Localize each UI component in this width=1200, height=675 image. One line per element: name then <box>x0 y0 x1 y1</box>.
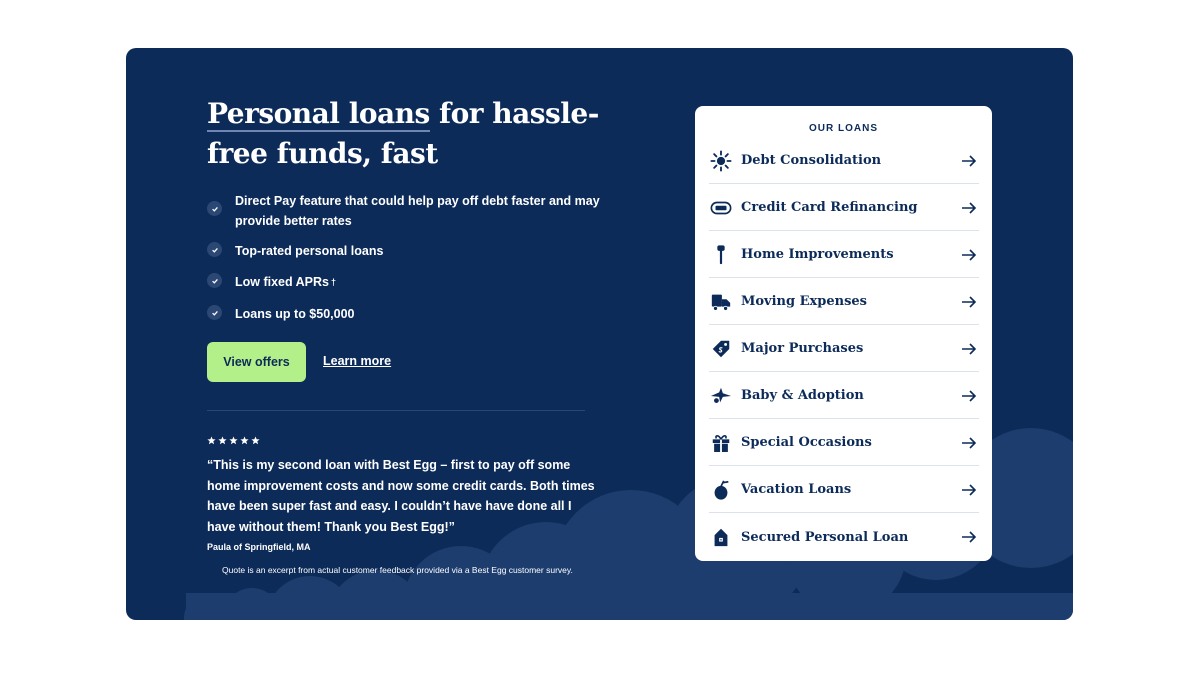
star-icon <box>251 436 260 445</box>
hero-section <box>126 48 1073 620</box>
arrow-right-icon <box>961 201 977 215</box>
loan-item-label: Major Purchases <box>741 341 864 356</box>
loan-item-moving-expenses[interactable] <box>709 279 979 325</box>
arrow-right-icon <box>961 295 977 309</box>
star-icon <box>240 436 249 445</box>
arrow-right-icon <box>961 389 977 403</box>
loan-item-label: Home Improvements <box>741 247 894 262</box>
burst-icon <box>709 149 733 173</box>
headline-rest: for hassle-free funds, fast <box>207 97 599 170</box>
loan-item-major-purchases[interactable] <box>709 326 979 372</box>
price-tag-icon <box>709 337 733 361</box>
loan-item-baby-adoption[interactable] <box>709 373 979 419</box>
arrow-right-icon <box>961 154 977 168</box>
arrow-right-icon <box>961 248 977 262</box>
arrow-right-icon <box>961 483 977 497</box>
stork-icon <box>709 384 733 408</box>
loan-item-debt-consolidation[interactable] <box>709 138 979 184</box>
moving-truck-icon <box>709 290 733 314</box>
feature-text: Top-rated personal loans <box>235 244 384 258</box>
coconut-icon <box>709 478 733 502</box>
house-lock-icon <box>709 525 733 549</box>
arrow-right-icon <box>961 436 977 450</box>
apr-footnote-marker[interactable]: † <box>331 277 337 287</box>
wallet-card-icon <box>709 196 733 220</box>
loan-item-label: Secured Personal Loan <box>741 529 909 545</box>
arrow-right-icon <box>961 342 977 356</box>
check-icon <box>207 242 222 257</box>
testimonial-author: Paula of Springfield, MA <box>207 542 311 552</box>
check-icon <box>207 201 222 216</box>
loan-item-label: Special Occasions <box>741 435 872 450</box>
feature-item <box>207 191 607 231</box>
loan-item-label: Moving Expenses <box>741 294 868 309</box>
feature-text: Direct Pay feature that could help pay off debt faster and may provide better rates <box>235 194 600 228</box>
loan-item-label: Debt Consolidation <box>741 153 882 168</box>
rating-stars <box>207 436 260 445</box>
feature-item <box>207 272 336 292</box>
section-divider <box>207 410 585 411</box>
loan-item-vacation-loans[interactable] <box>709 467 979 513</box>
arrow-right-icon <box>961 530 977 544</box>
star-icon <box>207 436 216 445</box>
feature-text: Low fixed APRs <box>235 275 329 289</box>
headline-highlight: Personal loans <box>207 97 430 130</box>
loan-item-label: Credit Card Refinancing <box>741 200 918 215</box>
our-loans-menu <box>695 106 992 561</box>
star-icon <box>218 436 227 445</box>
view-offers-button[interactable]: View offers <box>207 342 306 382</box>
page-headline <box>207 94 607 174</box>
testimonial-quote: “This is my second loan with Best Egg – first to pay off some home improvement costs and now some credit cards. Both times have been super fast and easy. I couldn’t have have done all I have without them! Thank you Best Egg!” <box>207 458 595 534</box>
feature-text: Loans up to $50,000 <box>235 307 355 321</box>
feature-item <box>207 241 383 261</box>
check-icon <box>207 273 222 288</box>
loan-item-special-occasions[interactable] <box>709 420 979 466</box>
gift-icon <box>709 431 733 455</box>
star-icon <box>229 436 238 445</box>
learn-more-link[interactable]: Learn more <box>323 354 392 368</box>
loan-item-label: Vacation Loans <box>741 482 852 497</box>
check-icon <box>207 305 222 320</box>
quote-disclaimer: Quote is an excerpt from actual customer feedback provided via a Best Egg customer survey. <box>222 565 573 575</box>
loans-menu-title: OUR LOANS <box>809 123 878 134</box>
loan-item-secured-personal-loan[interactable] <box>709 514 979 560</box>
loan-item-credit-card-refinancing[interactable] <box>709 185 979 231</box>
feature-item <box>207 304 354 324</box>
hammer-icon <box>709 243 733 267</box>
loan-item-label: Baby & Adoption <box>741 388 864 403</box>
loan-item-home-improvements[interactable] <box>709 232 979 278</box>
